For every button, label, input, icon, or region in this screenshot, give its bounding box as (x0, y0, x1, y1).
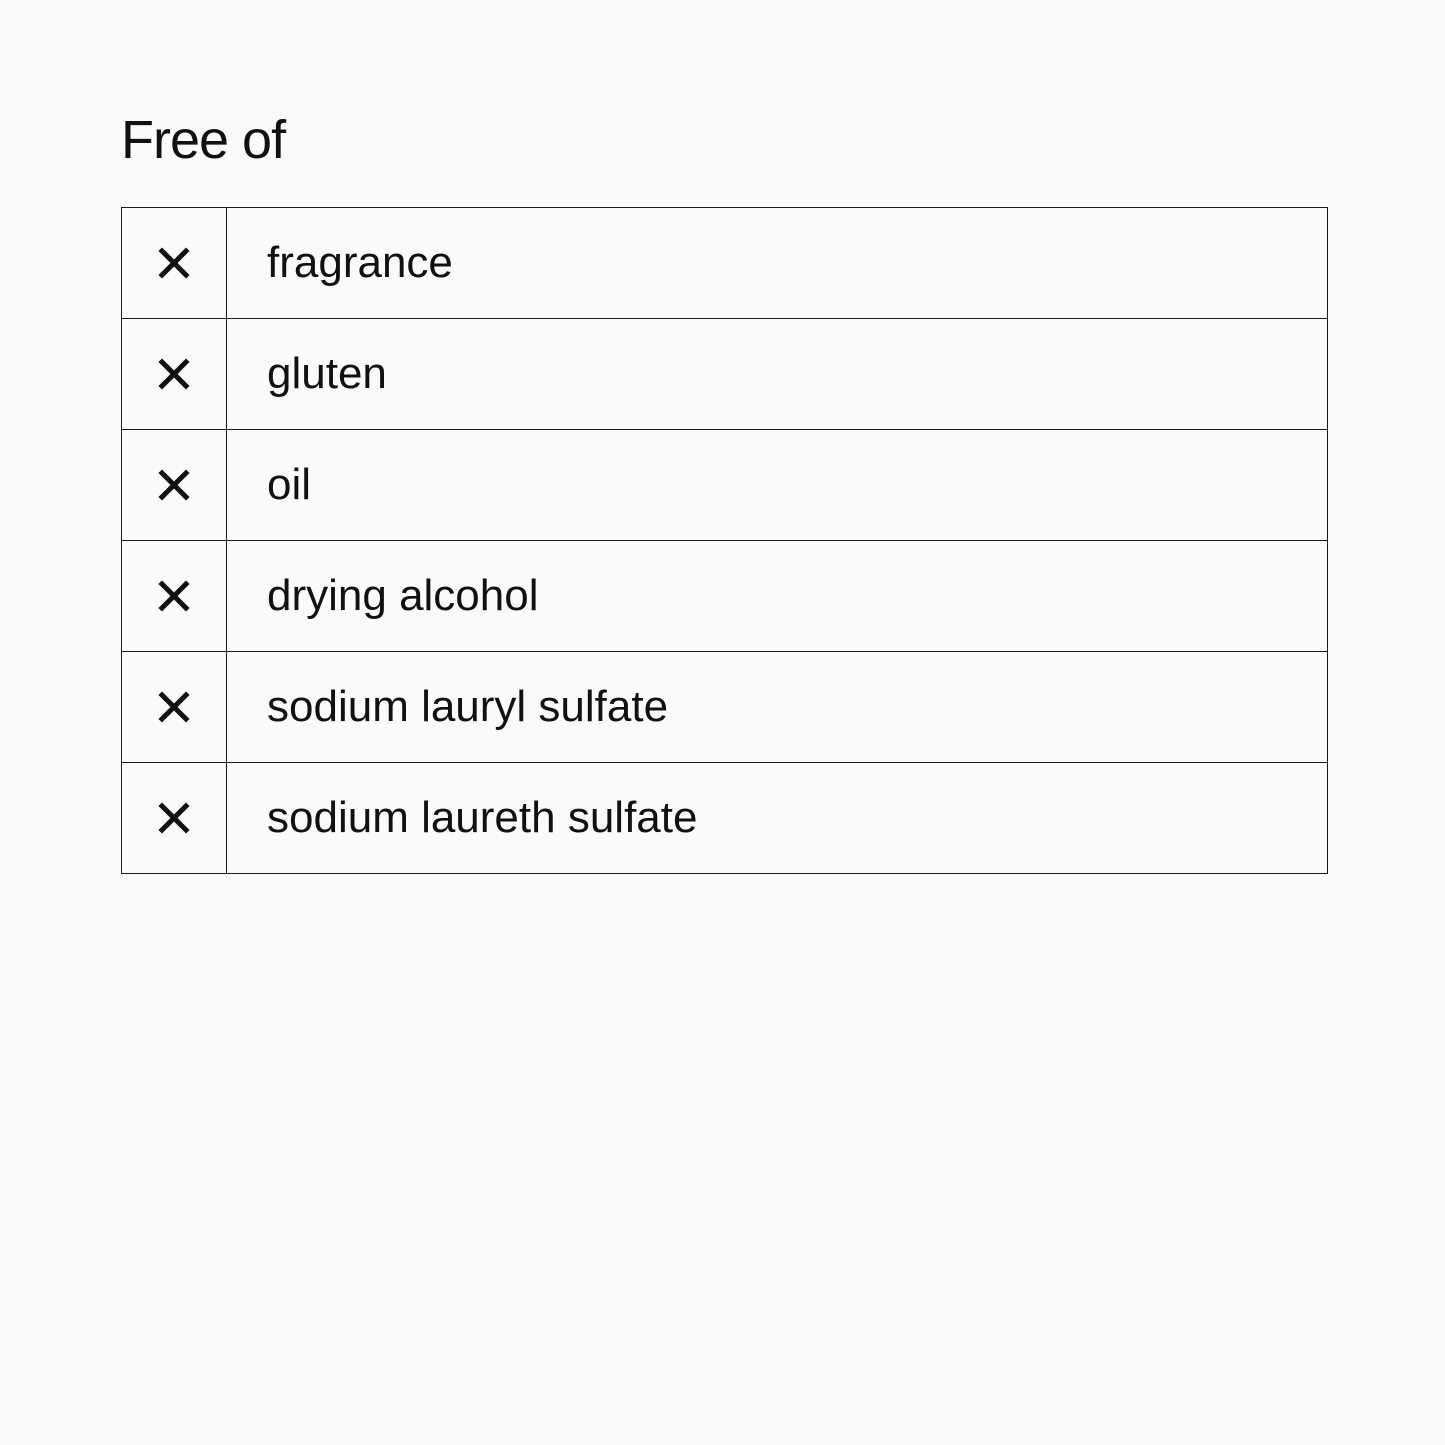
mark-cell (122, 652, 227, 763)
item-label: drying alcohol (227, 541, 1328, 652)
mark-cell (122, 319, 227, 430)
mark-cell (122, 763, 227, 874)
x-icon (158, 691, 190, 723)
item-label: fragrance (227, 208, 1328, 319)
x-icon (158, 247, 190, 279)
table-row (122, 763, 1328, 874)
x-icon (158, 802, 190, 834)
table-row (122, 319, 1328, 430)
page-title: Free of (121, 110, 286, 170)
item-label: gluten (227, 319, 1328, 430)
table-row (122, 652, 1328, 763)
item-label: sodium lauryl sulfate (227, 652, 1328, 763)
x-icon (158, 469, 190, 501)
x-icon (158, 580, 190, 612)
x-icon (158, 358, 190, 390)
free-of-table (121, 207, 1328, 874)
mark-cell (122, 541, 227, 652)
table-row (122, 430, 1328, 541)
item-label: oil (227, 430, 1328, 541)
table-row (122, 541, 1328, 652)
mark-cell (122, 208, 227, 319)
item-label: sodium laureth sulfate (227, 763, 1328, 874)
table-row (122, 208, 1328, 319)
mark-cell (122, 430, 227, 541)
